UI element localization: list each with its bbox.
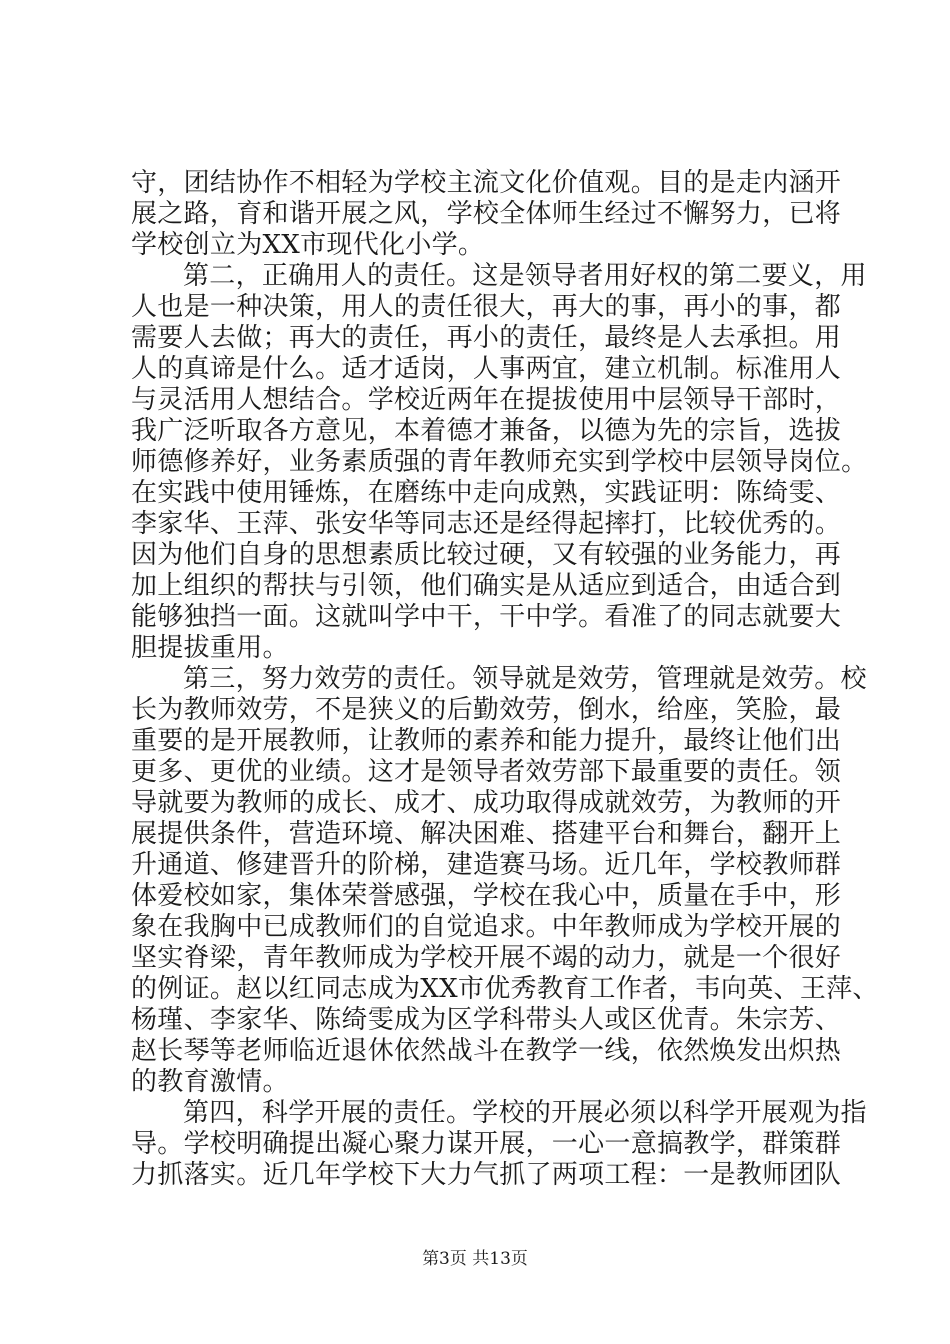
text-line: 坚实脊梁，青年教师成为学校开展不竭的动力，就是一个很好: [131, 943, 842, 973]
text-line: 师德修养好，业务素质强的青年教师充实到学校中层领导岗位。: [131, 447, 868, 477]
text-line: 学校创立为XX市现代化小学。: [131, 230, 485, 260]
text-line: 与灵活用人想结合。学校近两年在提拔使用中层领导干部时，: [131, 385, 842, 415]
page-footer: 第3页 共13页: [422, 1249, 528, 1269]
text-line: 在实践中使用锤炼，在磨练中走向成熟，实践证明：陈绮雯、: [131, 478, 842, 508]
text-line: 第四，科学开展的责任。学校的开展必须以科学开展观为指: [183, 1098, 867, 1128]
text-line: 能够独挡一面。这就叫学中干，干中学。看准了的同志就要大: [131, 602, 842, 632]
text-line: 赵长琴等老师临近退休依然战斗在教学一线，依然焕发出炽热: [131, 1036, 842, 1066]
text-line: 的例证。赵以红同志成为XX市优秀教育工作者，韦向英、王萍、: [131, 974, 879, 1004]
text-line: 重要的是开展教师，让教师的素养和能力提升，最终让他们出: [131, 726, 842, 756]
text-line: 需要人去做；再大的责任，再小的责任，最终是人去承担。用: [131, 323, 842, 353]
text-line: 人也是一种决策，用人的责任很大，再大的事，再小的事，都: [131, 292, 842, 322]
text-line: 人的真谛是什么。适才适岗，人事两宜，建立机制。标准用人: [131, 354, 842, 384]
text-line: 的教育激情。: [131, 1067, 289, 1097]
text-line: 因为他们自身的思想素质比较过硬，又有较强的业务能力，再: [131, 540, 842, 570]
text-line: 我广泛听取各方意见，本着德才兼备，以德为先的宗旨，选拔: [131, 416, 842, 446]
body-text: [131, 168, 879, 1191]
text-line: 导。学校明确提出凝心聚力谋开展，一心一意搞教学，群策群: [131, 1129, 842, 1159]
text-line: 更多、更优的业绩。这才是领导者效劳部下最重要的责任。领: [131, 757, 842, 787]
text-line: 第二，正确用人的责任。这是领导者用好权的第二要义，用: [183, 261, 867, 291]
text-line: 守，团结协作不相轻为学校主流文化价值观。目的是走内涵开: [131, 168, 842, 198]
text-line: 李家华、王萍、张安华等同志还是经得起摔打，比较优秀的。: [131, 509, 842, 539]
text-line: 象在我胸中已成教师们的自觉追求。中年教师成为学校开展的: [131, 912, 842, 942]
text-line: 长为教师效劳，不是狭义的后勤效劳，倒水，给座，笑脸，最: [131, 695, 842, 725]
text-line: 杨瑾、李家华、陈绮雯成为区学科带头人或区优青。朱宗芳、: [131, 1005, 842, 1035]
text-line: 展提供条件，营造环境、解决困难、搭建平台和舞台，翻开上: [131, 819, 842, 849]
text-line: 胆提拔重用。: [131, 633, 289, 663]
text-line: 力抓落实。近几年学校下大力气抓了两项工程：一是教师团队: [131, 1160, 842, 1190]
text-line: 加上组织的帮扶与引领，他们确实是从适应到适合，由适合到: [131, 571, 842, 601]
text-line: 展之路，育和谐开展之风，学校全体师生经过不懈努力，已将: [131, 199, 842, 229]
text-line: 第三，努力效劳的责任。领导就是效劳，管理就是效劳。校: [183, 664, 867, 694]
text-line: 导就要为教师的成长、成才、成功取得成就效劳，为教师的开: [131, 788, 842, 818]
text-line: 体爱校如家，集体荣誉感强，学校在我心中，质量在手中，形: [131, 881, 842, 911]
text-line: 升通道、修建晋升的阶梯，建造赛马场。近几年，学校教师群: [131, 850, 842, 880]
